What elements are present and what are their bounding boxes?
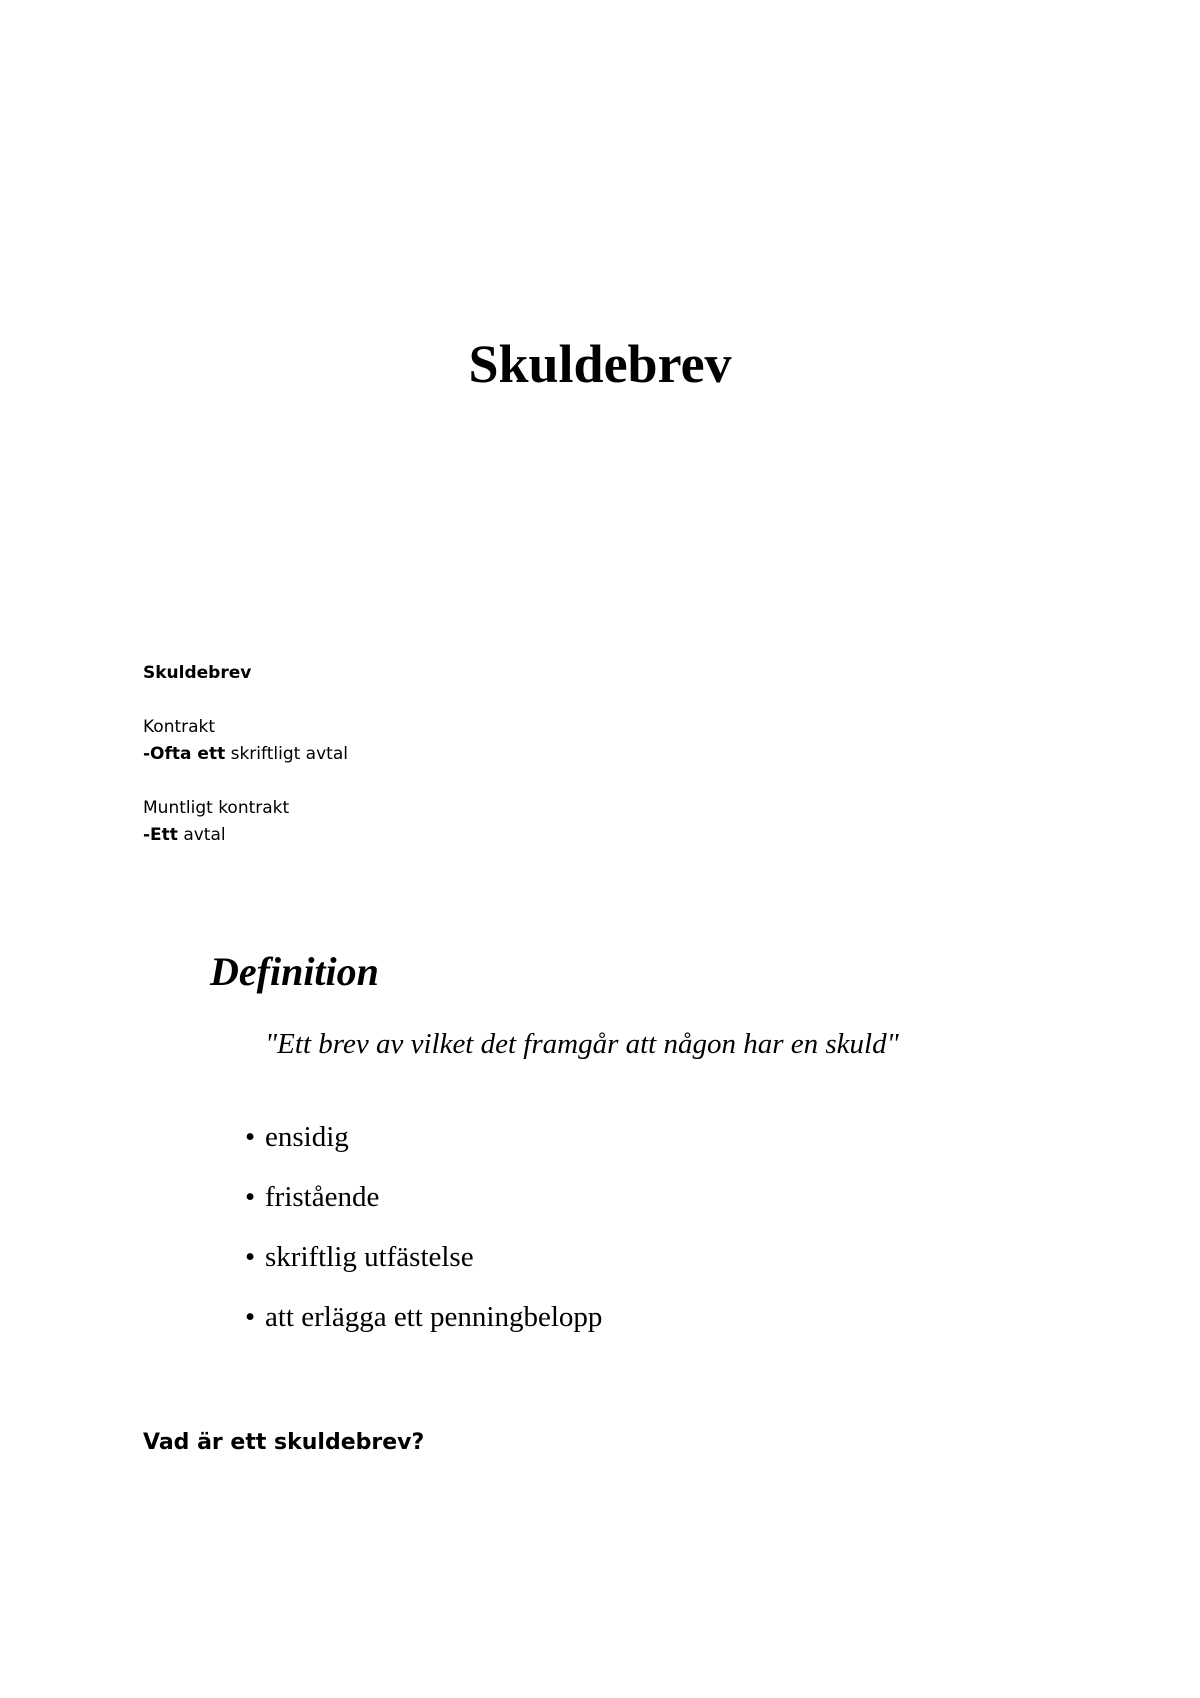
list-item-text: fristående bbox=[265, 1181, 380, 1213]
page-title: Skuldebrev bbox=[468, 334, 732, 394]
list-item-text: att erlägga ett penningbelopp bbox=[265, 1301, 603, 1333]
note-detail-prefix: -Ett bbox=[143, 825, 178, 845]
list-item bbox=[245, 1177, 602, 1237]
note-detail-prefix: -Ofta ett bbox=[143, 744, 226, 764]
list-item-text: ensidig bbox=[265, 1121, 349, 1153]
note-term: Muntligt kontrakt bbox=[143, 798, 290, 818]
note-detail-rest: skriftligt avtal bbox=[225, 744, 348, 764]
bullet-icon: • bbox=[245, 1181, 256, 1213]
definition-quote: "Ett brev av vilket det framgår att någon har en skuld" bbox=[265, 1028, 899, 1060]
question-heading: Vad är ett skuldebrev? bbox=[143, 1430, 425, 1455]
list-item bbox=[245, 1237, 602, 1297]
definition-bullet-list bbox=[245, 1117, 602, 1357]
list-item bbox=[245, 1297, 602, 1357]
list-item bbox=[245, 1117, 602, 1177]
note-group-muntligt-kontrakt bbox=[143, 795, 348, 849]
notes-heading: Skuldebrev bbox=[143, 663, 252, 683]
definition-heading: Definition bbox=[210, 949, 379, 994]
note-detail-rest: avtal bbox=[177, 825, 226, 845]
list-item-text: skriftlig utfästelse bbox=[265, 1241, 474, 1273]
note-detail bbox=[143, 822, 348, 849]
notes-section bbox=[143, 660, 348, 876]
note-detail bbox=[143, 741, 348, 768]
note-group-kontrakt bbox=[143, 714, 348, 768]
bullet-icon: • bbox=[245, 1241, 256, 1273]
bullet-icon: • bbox=[245, 1301, 256, 1333]
bullet-icon: • bbox=[245, 1121, 256, 1153]
note-term: Kontrakt bbox=[143, 717, 216, 737]
